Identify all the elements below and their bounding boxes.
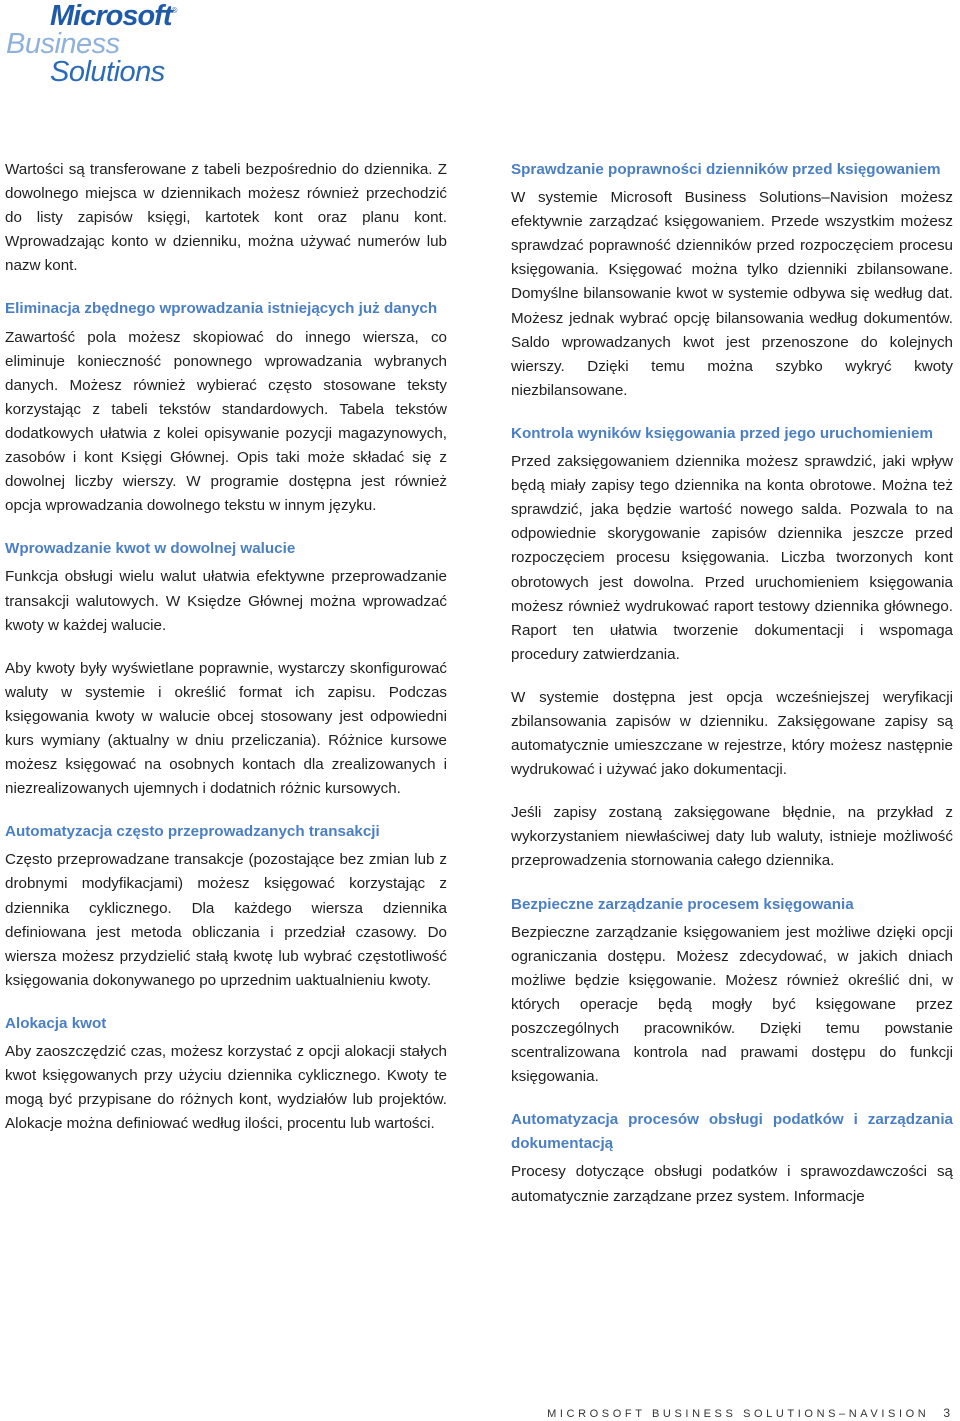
section-heading: Wprowadzanie kwot w dowolnej walucie: [5, 540, 296, 558]
section-heading: Bezpieczne zarządzanie procesem księgowania: [511, 895, 854, 913]
footer-label: MICROSOFT BUSINESS SOLUTIONS–NAVISION: [547, 1408, 930, 1420]
paragraph: Zawartość pola możesz skopiować do innego wiersza, co eliminuje konieczność ponownego wprowadzania wybranych danych. Możesz również wybierać często stosowane teksty korzystając z tabeli tekstów standardowych. Tabela tekstów dodatkowych ułatwia z kolei opisywanie pozycji magazynowych, zasobów i kont Księgi Głównej. Opis taki może składać się z dowolnej liczby wierszy. W programie dostępna jest również opcja wprowadzania dowolnego tekstu w innym języku.: [5, 328, 447, 515]
logo-solutions: Solutions: [50, 56, 165, 88]
paragraph: Wartości są transferowane z tabeli bezpośrednio do dziennika. Z dowolnego miejsca w dziennikach możesz również przechodzić do listy zapisów księgi, kartotek kont oraz planu kont. Wprowadzając konto w dzienniku, można używać numerów lub nazw kont.: [5, 161, 447, 275]
page-footer: [547, 1406, 950, 1421]
paragraph: W systemie dostępna jest opcja wcześniejszej weryfikacji zbilansowania zapisów w dzienniku. Zaksięgowane zapisy są automatycznie umieszczane w rejestrze, który możesz następnie wydrukować i używać jako dokumentacji.: [511, 688, 953, 779]
section-heading: Alokacja kwot: [5, 1014, 107, 1032]
paragraph: Aby zaoszczędzić czas, możesz korzystać z opcji alokacji stałych kwot księgowanych przy użyciu dziennika cyklicznego. Kwoty te mogą być przypisane do różnych kont, wydziałów lub projektów. Alokacje można definiować według ilości, procentu lub wartości.: [5, 1043, 447, 1133]
section-heading: Automatyzacja często przeprowadzanych transakcji: [5, 823, 380, 841]
paragraph: Przed zaksięgowaniem dziennika możesz sprawdzić, jaki wpływ będą miały zapisy tego dziennika na konta obrotowe. Można też sprawdzić, jaka będzie wartość nowego salda. Pozwala to na odpowiednie skorygowanie zapisów dziennika jeszcze przed rozpoczęciem procesu księgowania. Liczba tworzonych kont obrotowych jest dowolna. Przed uruchomieniem księgowania możesz również wydrukować raport testowy dziennika głównego. Raport ten ułatwia tworzenie dokumentacji i wspomaga procedury zatwierdzania.: [511, 453, 953, 663]
paragraph: Procesy dotyczące obsługi podatków i sprawozdawczości są automatycznie zarządzane przez system. Informacje: [511, 1163, 953, 1205]
paragraph: Funkcja obsługi wielu walut ułatwia efektywne przeprowadzanie transakcji walutowych. W Księdze Głównej można wprowadzać kwoty w każdej walucie.: [5, 568, 447, 634]
logo-business: Business: [6, 28, 120, 60]
page-number: 3: [943, 1406, 950, 1420]
right-column: [511, 158, 953, 1228]
section-heading: Kontrola wyników księgowania przed jego uruchomieniem: [511, 424, 933, 442]
paragraph: W systemie Microsoft Business Solutions–Navision możesz efektywnie zarządzać księgowaniem. Przede wszystkim możesz sprawdzać poprawność dzienników przed rozpoczęciem procesu księgowania. Księgować można tylko dzienniki zbilansowane. Domyślne bilansowanie kwot w systemie odbywa się według dat. Możesz jednak wybrać opcję bilansowania według dokumentów. Saldo wprowadzanych kwot jest przenoszone do kolejnych wierszy. Dzięki temu można szybko wykryć kwoty niezbilansowane.: [511, 189, 953, 399]
section-heading: Automatyzacja procesów obsługi podatków i zarządzania dokumentacją: [511, 1111, 953, 1153]
left-column: [5, 158, 447, 1155]
paragraph: Aby kwoty były wyświetlane poprawnie, wystarczy skonfigurować waluty w systemie i określić format ich zapisu. Podczas księgowania kwoty w walucie obcej stosowany jest odpowiedni kurs wymiany (aktualny w dniu przeliczania). Różnice kursowe możesz księgować na osobnych kontach dla zrealizowanych i niezrealizowanych ujemnych i dodatnich różnic kursowych.: [5, 659, 447, 798]
logo-microsoft: Microsoft®: [50, 0, 177, 32]
microsoft-business-solutions-logo: [6, 2, 228, 90]
paragraph: Jeśli zapisy zostaną zaksięgowane błędnie, na przykład z wykorzystaniem niewłaściwej daty lub waluty, istnieje możliwość przeprowadzenia stornowania całego dziennika.: [511, 804, 953, 870]
section-heading: Sprawdzanie poprawności dzienników przed księgowaniem: [511, 161, 941, 178]
paragraph: Często przeprowadzane transakcje (pozostające bez zmian lub z drobnymi modyfikacjami) możesz księgować korzystając z dziennika cyklicznego. Dla każdego wiersza dziennika definiowana jest metoda obliczania i przedział czasowy. Do wiersza możesz przydzielić stałą kwotę lub wybrać częstotliwość księgowania dokonywanego po uprzednim uaktualnieniu kwoty.: [5, 851, 447, 989]
section-heading: Eliminacja zbędnego wprowadzania istniejących już danych: [5, 300, 438, 318]
paragraph: Bezpieczne zarządzanie księgowaniem jest możliwe dzięki opcji ograniczania dostępu. Możesz zdecydować, w jakich dniach możliwe będzie księgowanie. Możesz również określić dni, w których operacje będą mogły być księgowane przez poszczególnych pracowników. Dzięki temu powstanie scentralizowana kontrola nad prawami dostępu do funkcji księgowania.: [511, 923, 953, 1086]
